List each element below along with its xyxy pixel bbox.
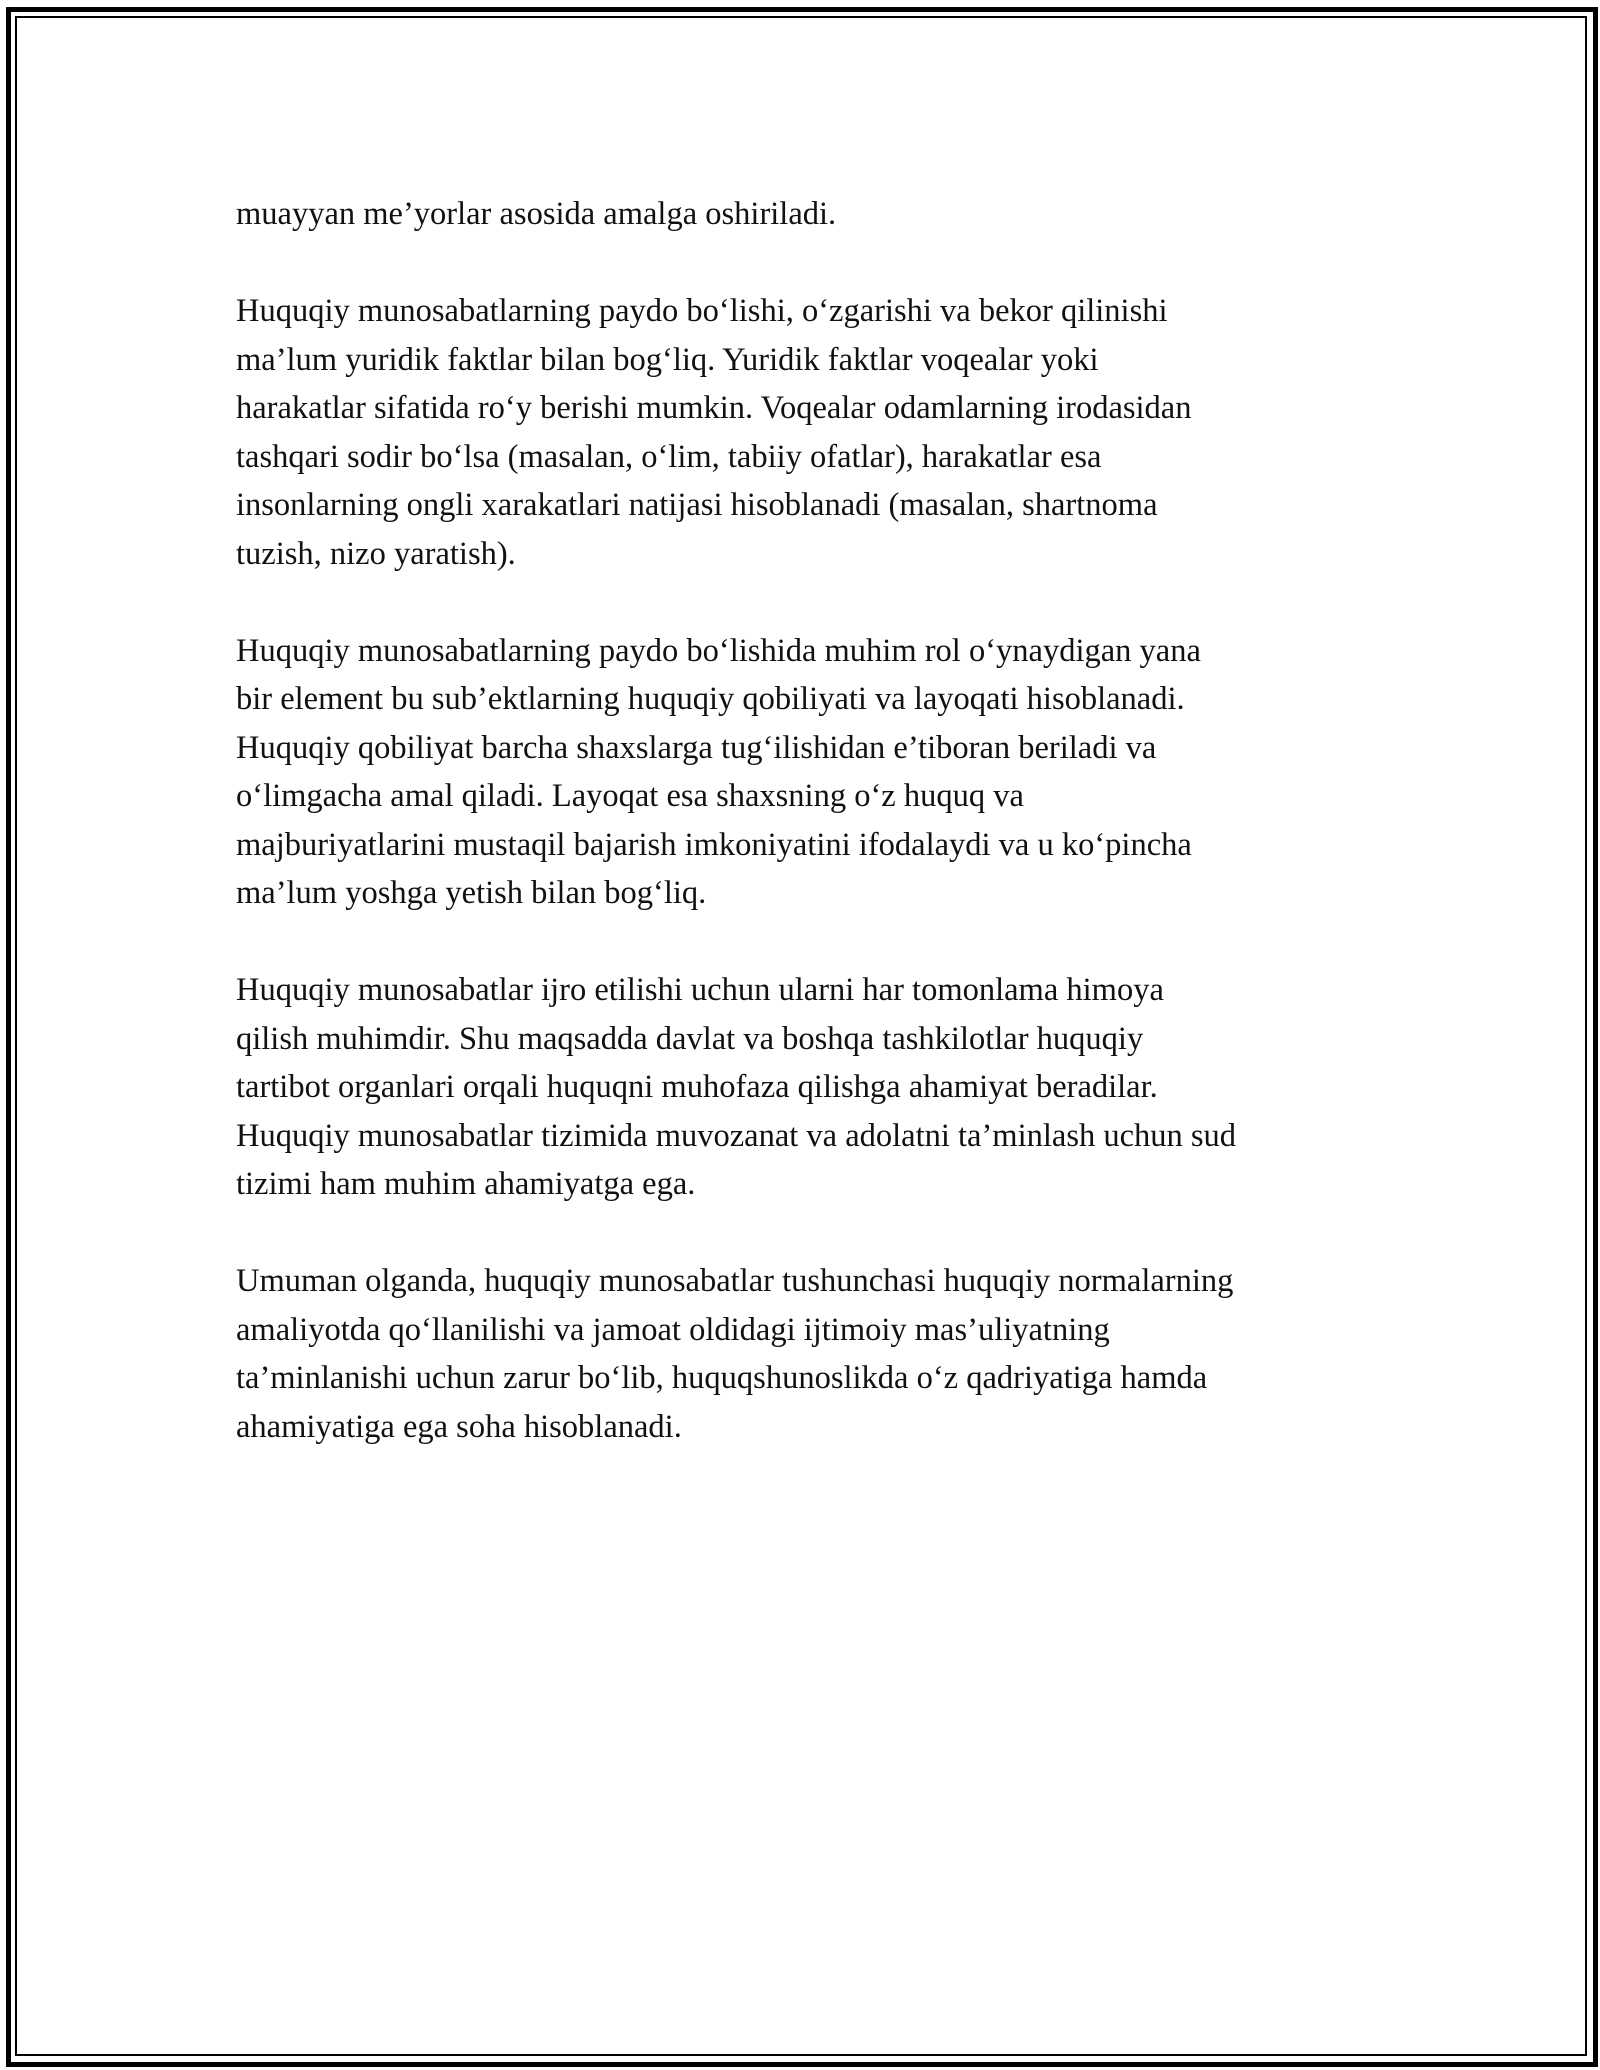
text-line: ahamiyatiga ega soha hisoblanadi. — [236, 1408, 682, 1445]
text-line: o‘limgacha amal qiladi. Layoqat esa shaxsning o‘z huquq va — [236, 778, 1024, 814]
text-line: Huquqiy qobiliyat barcha shaxslarga tug‘ilishidan e’tiboran beriladi va — [236, 729, 1157, 766]
text-line: ma’lum yuridik faktlar bilan bog‘liq. Yuridik faktlar voqealar yoki — [236, 341, 1099, 378]
text-line: tizimi ham muhim ahamiyatga ega. — [236, 1166, 696, 1202]
paragraph-3 — [236, 627, 1396, 918]
text-line: tuzish, nizo yaratish). — [236, 535, 516, 572]
paragraph-4 — [236, 966, 1396, 1209]
paragraph-1 — [236, 190, 1396, 239]
text-line: bir element bu sub’ektlarning huquqiy qobiliyati va layoqati hisoblanadi. — [236, 681, 1185, 717]
paragraph-5 — [236, 1257, 1396, 1451]
text-line: tartibot organlari orqali huquqni muhofaza qilishga ahamiyat beradilar. — [236, 1069, 1158, 1105]
text-line: Huquqiy munosabatlarning paydo bo‘lishi, o‘zgarishi va bekor qilinishi — [236, 293, 1168, 329]
text-line: insonlarning ongli xarakatlari natijasi hisoblanadi (masalan, shartnoma — [236, 487, 1158, 523]
text-line: Huquqiy munosabatlar ijro etilishi uchun ularni har tomonlama himoya — [236, 972, 1164, 1008]
text-line: muayyan me’yorlar asosida amalga oshiriladi. — [236, 196, 837, 232]
text-line: amaliyotda qo‘llanilishi va jamoat oldidagi ijtimoiy mas’uliyatning — [236, 1311, 1110, 1348]
document-body — [236, 190, 1396, 1500]
text-line: Huquqiy munosabatlarning paydo bo‘lishida muhim rol o‘ynaydigan yana — [236, 632, 1201, 669]
text-line: qilish muhimdir. Shu maqsadda davlat va boshqa tashkilotlar huquqiy — [236, 1020, 1144, 1057]
text-line: ma’lum yoshga yetish bilan bog‘liq. — [236, 875, 707, 911]
text-line: Umuman olganda, huquqiy munosabatlar tushunchasi huquqiy normalarning — [236, 1263, 1234, 1299]
text-line: majburiyatlarini mustaqil bajarish imkoniyatini ifodalaydi va u ko‘pincha — [236, 826, 1192, 863]
text-line: harakatlar sifatida ro‘y berishi mumkin. Voqealar odamlarning irodasidan — [236, 390, 1192, 426]
text-line: tashqari sodir bo‘lsa (masalan, o‘lim, tabiiy ofatlar), harakatlar esa — [236, 438, 1102, 475]
text-line: ta’minlanishi uchun zarur bo‘lib, huquqshunoslikda o‘z qadriyatiga hamda — [236, 1360, 1208, 1396]
text-line: Huquqiy munosabatlar tizimida muvozanat va adolatni ta’minlash uchun sud — [236, 1117, 1237, 1154]
paragraph-2 — [236, 287, 1396, 578]
